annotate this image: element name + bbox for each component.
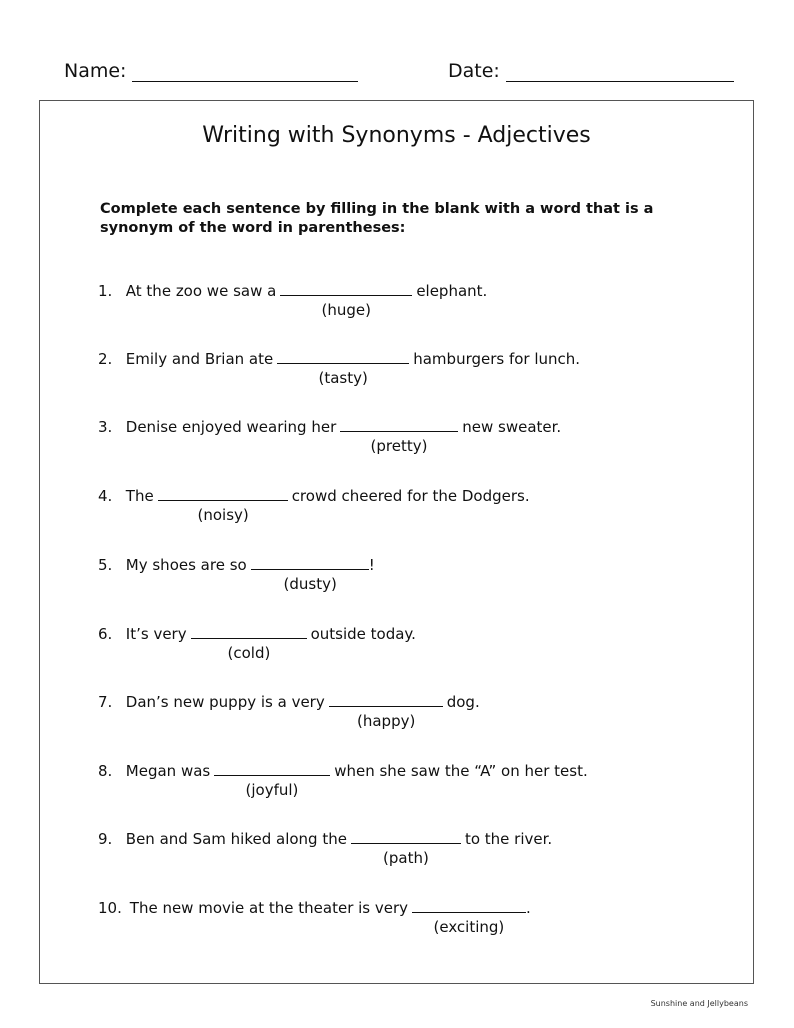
question-number: 4.	[98, 487, 113, 505]
question-5	[98, 555, 375, 574]
question-text-before: At the zoo we saw a	[125, 282, 277, 300]
answer-blank[interactable]	[214, 761, 330, 776]
question-text-after: when she saw the “A” on her test.	[334, 762, 588, 780]
answer-blank[interactable]	[158, 486, 288, 501]
synonym-hint: (huge)	[321, 301, 371, 319]
instructions: Complete each sentence by filling in the blank with a word that is a synonym of the word in parentheses:	[100, 201, 654, 236]
synonym-hint: (cold)	[227, 644, 271, 662]
question-text-after: crowd cheered for the Dodgers.	[291, 487, 530, 505]
question-text-before: My shoes are so	[125, 556, 247, 574]
question-text-before: Dan’s new puppy is a very	[125, 693, 325, 711]
question-number: 10.	[98, 899, 122, 917]
question-number: 6.	[98, 625, 113, 643]
synonym-hint: (tasty)	[318, 369, 368, 387]
date-field[interactable]	[448, 60, 734, 82]
worksheet-title: Writing with Synonyms - Adjectives	[202, 123, 591, 148]
answer-blank[interactable]	[340, 417, 458, 432]
question-number: 8.	[98, 762, 113, 780]
question-text-before: It’s very	[125, 625, 187, 643]
question-number: 2.	[98, 350, 113, 368]
synonym-hint: (noisy)	[197, 506, 249, 524]
answer-blank[interactable]	[329, 692, 443, 707]
synonym-hint: (exciting)	[433, 918, 505, 936]
question-7	[98, 692, 480, 711]
question-text-after: new sweater.	[462, 418, 562, 436]
synonym-hint: (joyful)	[245, 781, 299, 799]
question-text-before: Emily and Brian ate	[125, 350, 274, 368]
answer-blank[interactable]	[412, 898, 526, 913]
question-text-after: hamburgers for lunch.	[413, 350, 581, 368]
name-label: Name:	[64, 60, 127, 82]
question-4	[98, 486, 530, 505]
question-text-before: Ben and Sam hiked along the	[125, 830, 347, 848]
question-1	[98, 281, 487, 300]
question-number: 9.	[98, 830, 113, 848]
question-2	[98, 349, 580, 368]
date-line[interactable]	[506, 62, 734, 82]
date-label: Date:	[448, 60, 500, 82]
name-field[interactable]	[64, 60, 358, 82]
synonym-hint: (happy)	[357, 712, 416, 730]
synonym-hint: (dusty)	[283, 575, 337, 593]
answer-blank[interactable]	[277, 349, 409, 364]
question-number: 5.	[98, 556, 113, 574]
answer-blank[interactable]	[351, 829, 461, 844]
question-number: 1.	[98, 282, 113, 300]
question-text-before: Megan was	[125, 762, 211, 780]
question-6	[98, 624, 416, 643]
question-text-after: to the river.	[464, 830, 553, 848]
question-text-after: elephant.	[416, 282, 488, 300]
question-text-before: The new movie at the theater is very	[129, 899, 409, 917]
answer-blank[interactable]	[280, 281, 412, 296]
question-3	[98, 417, 561, 436]
question-8	[98, 761, 588, 780]
question-number: 7.	[98, 693, 113, 711]
question-10	[98, 898, 531, 917]
question-text-after: .	[526, 899, 531, 917]
footer-credit: Sunshine and Jellybeans	[650, 999, 748, 1008]
synonym-hint: (pretty)	[370, 437, 428, 455]
question-text-before: Denise enjoyed wearing her	[125, 418, 337, 436]
question-text-after: !	[368, 556, 375, 574]
synonym-hint: (path)	[383, 849, 429, 867]
question-text-after: outside today.	[310, 625, 416, 643]
answer-blank[interactable]	[251, 555, 369, 570]
question-text-before: The	[125, 487, 154, 505]
answer-blank[interactable]	[191, 624, 307, 639]
question-number: 3.	[98, 418, 113, 436]
question-9	[98, 829, 552, 848]
worksheet-box	[39, 100, 754, 984]
name-line[interactable]	[132, 62, 358, 82]
question-text-after: dog.	[446, 693, 480, 711]
